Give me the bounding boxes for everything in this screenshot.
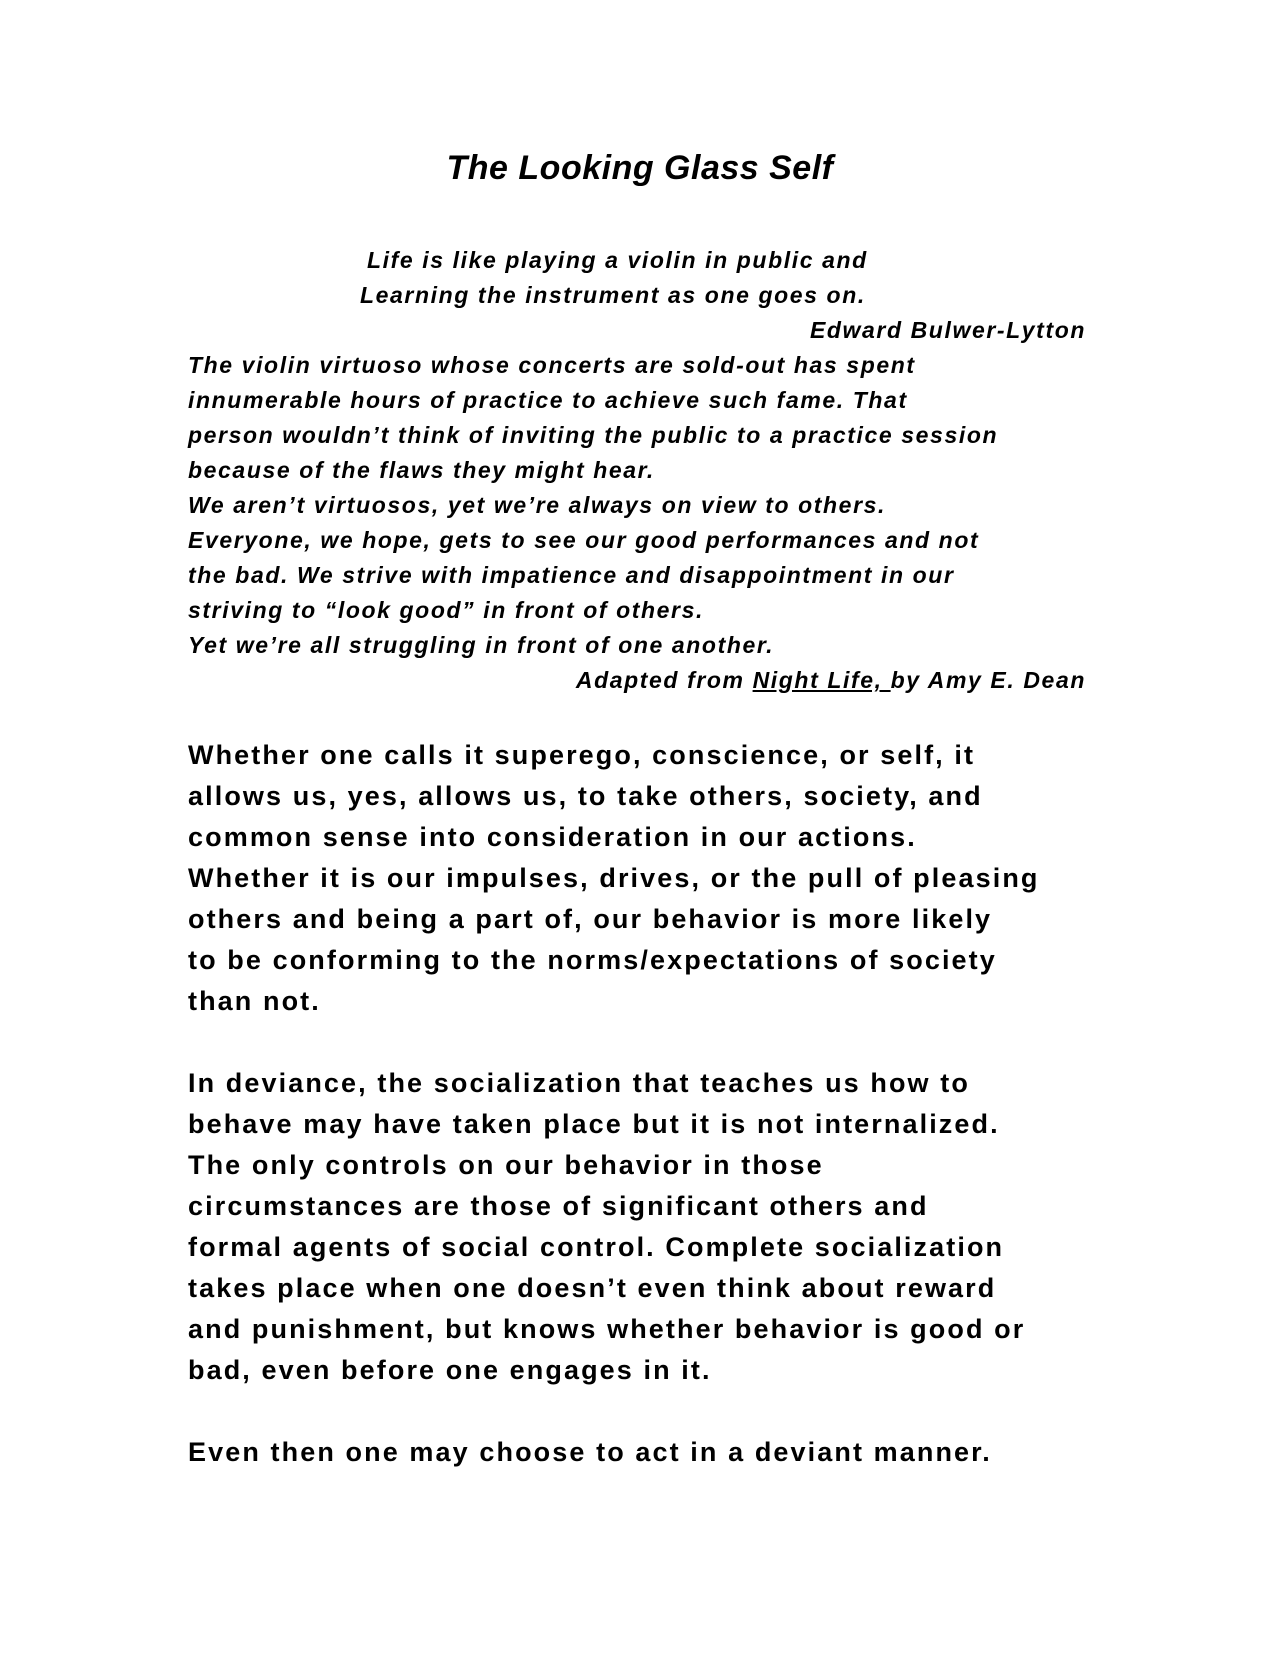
passage-attribution <box>576 665 1086 695</box>
paragraph-line: behave may have taken place but it is not internalized. <box>188 1109 1000 1139</box>
document-title: The Looking Glass Self <box>446 149 834 187</box>
paragraph-line: Whether one calls it superego, conscience, or self, it <box>188 740 976 770</box>
paragraph-line: circumstances are those of significant others and <box>188 1191 929 1221</box>
paragraph-line: Even then one may choose to act in a deviant manner. <box>188 1437 992 1467</box>
passage-line: person wouldn’t think of inviting the public to a practice session <box>188 422 999 448</box>
attribution-prefix: Adapted from <box>575 667 753 693</box>
paragraph-line: common sense into consideration in our actions. <box>188 822 917 852</box>
passage-line: innumerable hours of practice to achieve such fame. That <box>188 387 908 413</box>
paragraph-line: to be conforming to the norms/expectations of society <box>188 945 997 975</box>
attribution-author: by Amy E. Dean <box>890 667 1086 693</box>
paragraph-line: takes place when one doesn’t even think about reward <box>188 1273 997 1303</box>
paragraph-line: allows us, yes, allows us, to take others, society, and <box>188 781 983 811</box>
paragraph-line: In deviance, the socialization that teaches us how to <box>188 1068 970 1098</box>
passage-line: the bad. We strive with impatience and disappointment in our <box>188 562 955 588</box>
paragraph-line: and punishment, but knows whether behavior is good or <box>188 1314 1026 1344</box>
paragraph-line: formal agents of social control. Complete socialization <box>188 1232 1005 1262</box>
epigraph-line: Learning the instrument as one goes on. <box>360 282 866 308</box>
passage-line: Yet we’re all struggling in front of one another. <box>188 632 775 658</box>
passage-line: Everyone, we hope, gets to see our good performances and not <box>188 527 980 553</box>
epigraph-attribution: Edward Bulwer-Lytton <box>809 317 1086 343</box>
paragraph-line: than not. <box>188 986 321 1016</box>
source-title: Night Life, <box>752 667 891 693</box>
paragraph-line: Whether it is our impulses, drives, or the pull of pleasing <box>188 863 1040 893</box>
passage-line: The violin virtuoso whose concerts are sold-out has spent <box>188 352 916 378</box>
passage-line: because of the flaws they might hear. <box>188 457 655 483</box>
paragraph-line: The only controls on our behavior in those <box>188 1150 824 1180</box>
paragraph-line: others and being a part of, our behavior is more likely <box>188 904 993 934</box>
passage-line: We aren’t virtuosos, yet we’re always on view to others. <box>188 492 887 518</box>
paragraph-line: bad, even before one engages in it. <box>188 1355 712 1385</box>
passage-line: striving to “look good” in front of others. <box>188 597 704 623</box>
epigraph-line: Life is like playing a violin in public and <box>367 247 868 273</box>
